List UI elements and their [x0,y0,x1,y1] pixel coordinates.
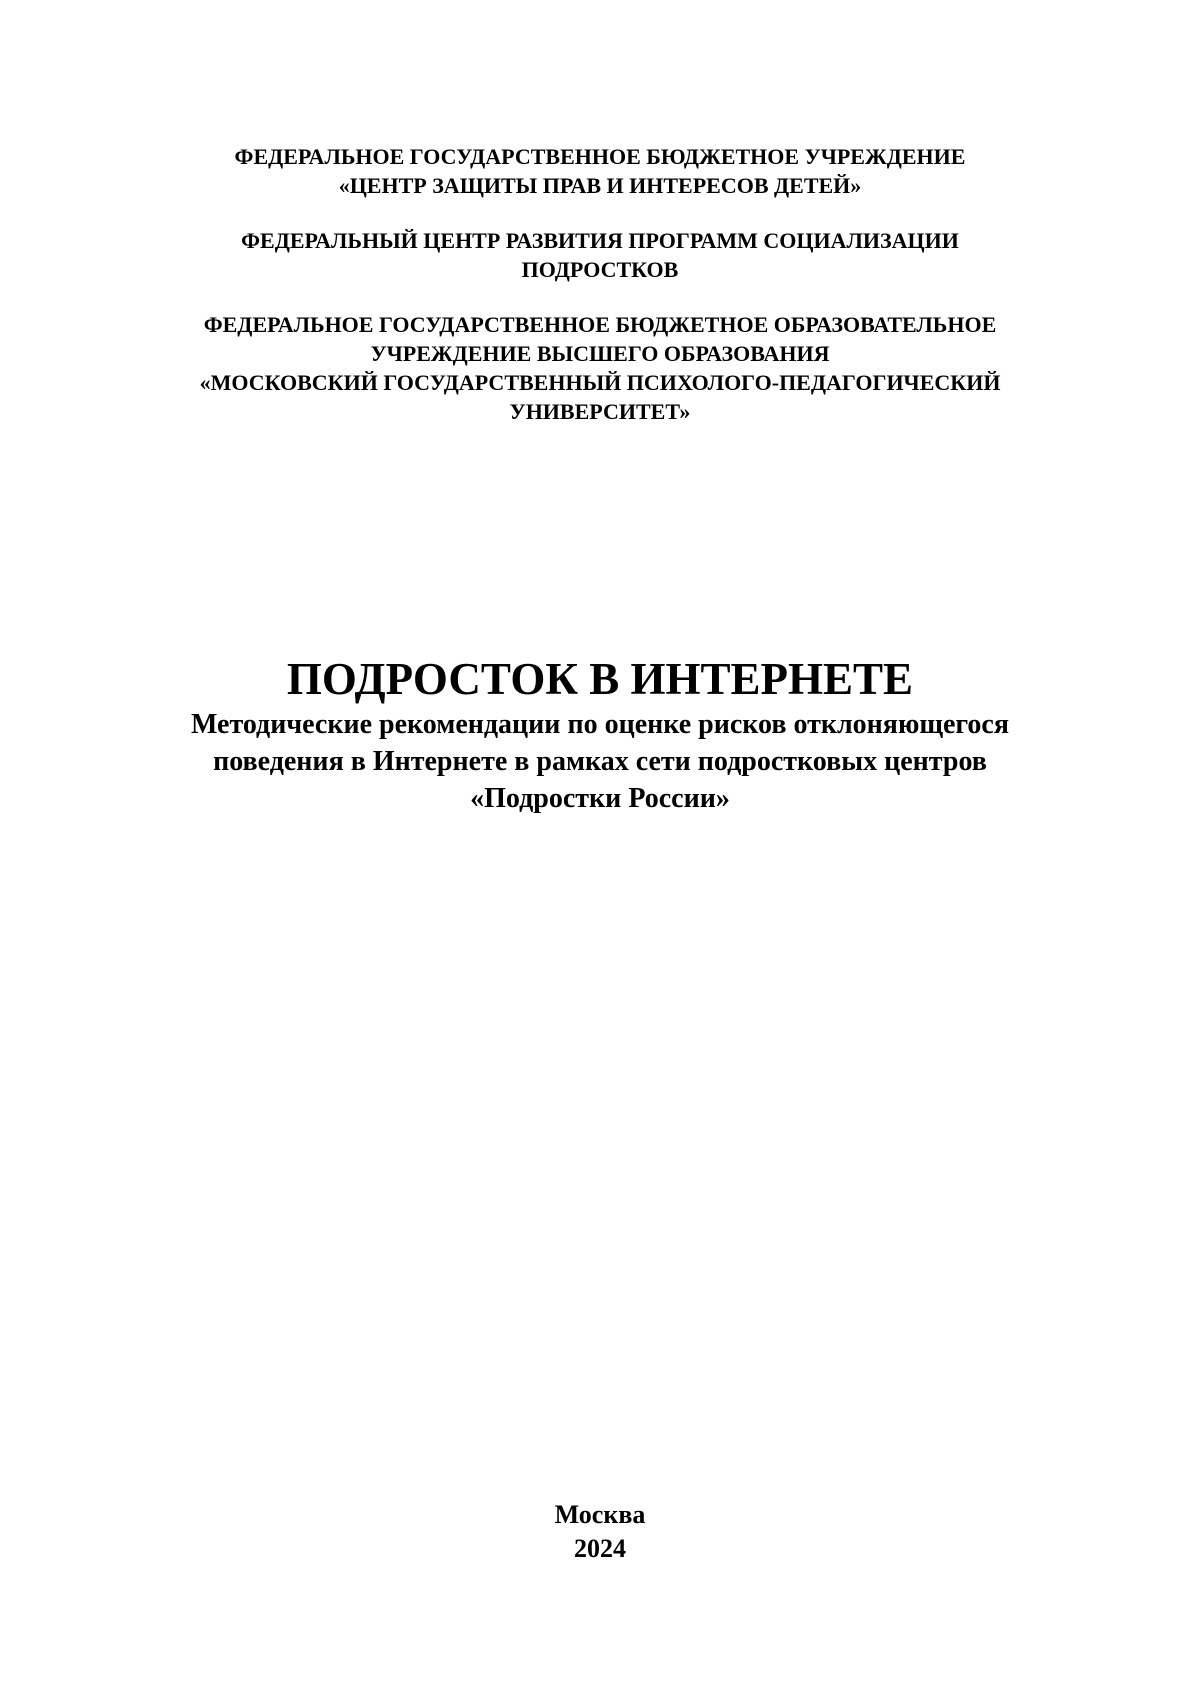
organization-1-line-2: «ЦЕНТР ЗАЩИТЫ ПРАВ И ИНТЕРЕСОВ ДЕТЕЙ» [338,173,862,198]
organization-3-line-2: УЧРЕЖДЕНИЕ ВЫСШЕГО ОБРАЗОВАНИЯ [370,341,830,366]
organization-3-line-3: «МОСКОВСКИЙ ГОСУДАРСТВЕННЫЙ ПСИХОЛОГО-ПЕДАГОГИЧЕСКИЙ [199,370,1001,395]
organization-3-line-4: УНИВЕРСИТЕТ» [509,399,691,424]
publication-city: Москва [554,1500,646,1529]
subtitle-line-2: поведения в Интернете в рамках сети подростковых центров [213,746,987,777]
organization-block-3 [100,310,1100,426]
document-subtitle [100,706,1100,817]
organization-2-line-1: ФЕДЕРАЛЬНЫЙ ЦЕНТР РАЗВИТИЯ ПРОГРАММ СОЦИАЛИЗАЦИИ [241,228,959,253]
document-title: ПОДРОСТОК В ИНТЕРНЕТЕ [286,654,914,704]
publication-footer [100,1498,1100,1566]
organization-block-1 [100,142,1100,200]
publication-year: 2024 [574,1534,626,1563]
organization-2-line-2: ПОДРОСТКОВ [521,257,679,282]
subtitle-line-1: Методические рекомендации по оценке рисков отклоняющегося [190,709,1010,740]
organization-1-line-1: ФЕДЕРАЛЬНОЕ ГОСУДАРСТВЕННОЕ БЮДЖЕТНОЕ УЧРЕЖДЕНИЕ [234,144,966,169]
organization-3-line-1: ФЕДЕРАЛЬНОЕ ГОСУДАРСТВЕННОЕ БЮДЖЕТНОЕ ОБРАЗОВАТЕЛЬНОЕ [203,312,997,337]
subtitle-line-3: «Подростки России» [470,783,730,814]
organization-block-2 [100,226,1100,284]
